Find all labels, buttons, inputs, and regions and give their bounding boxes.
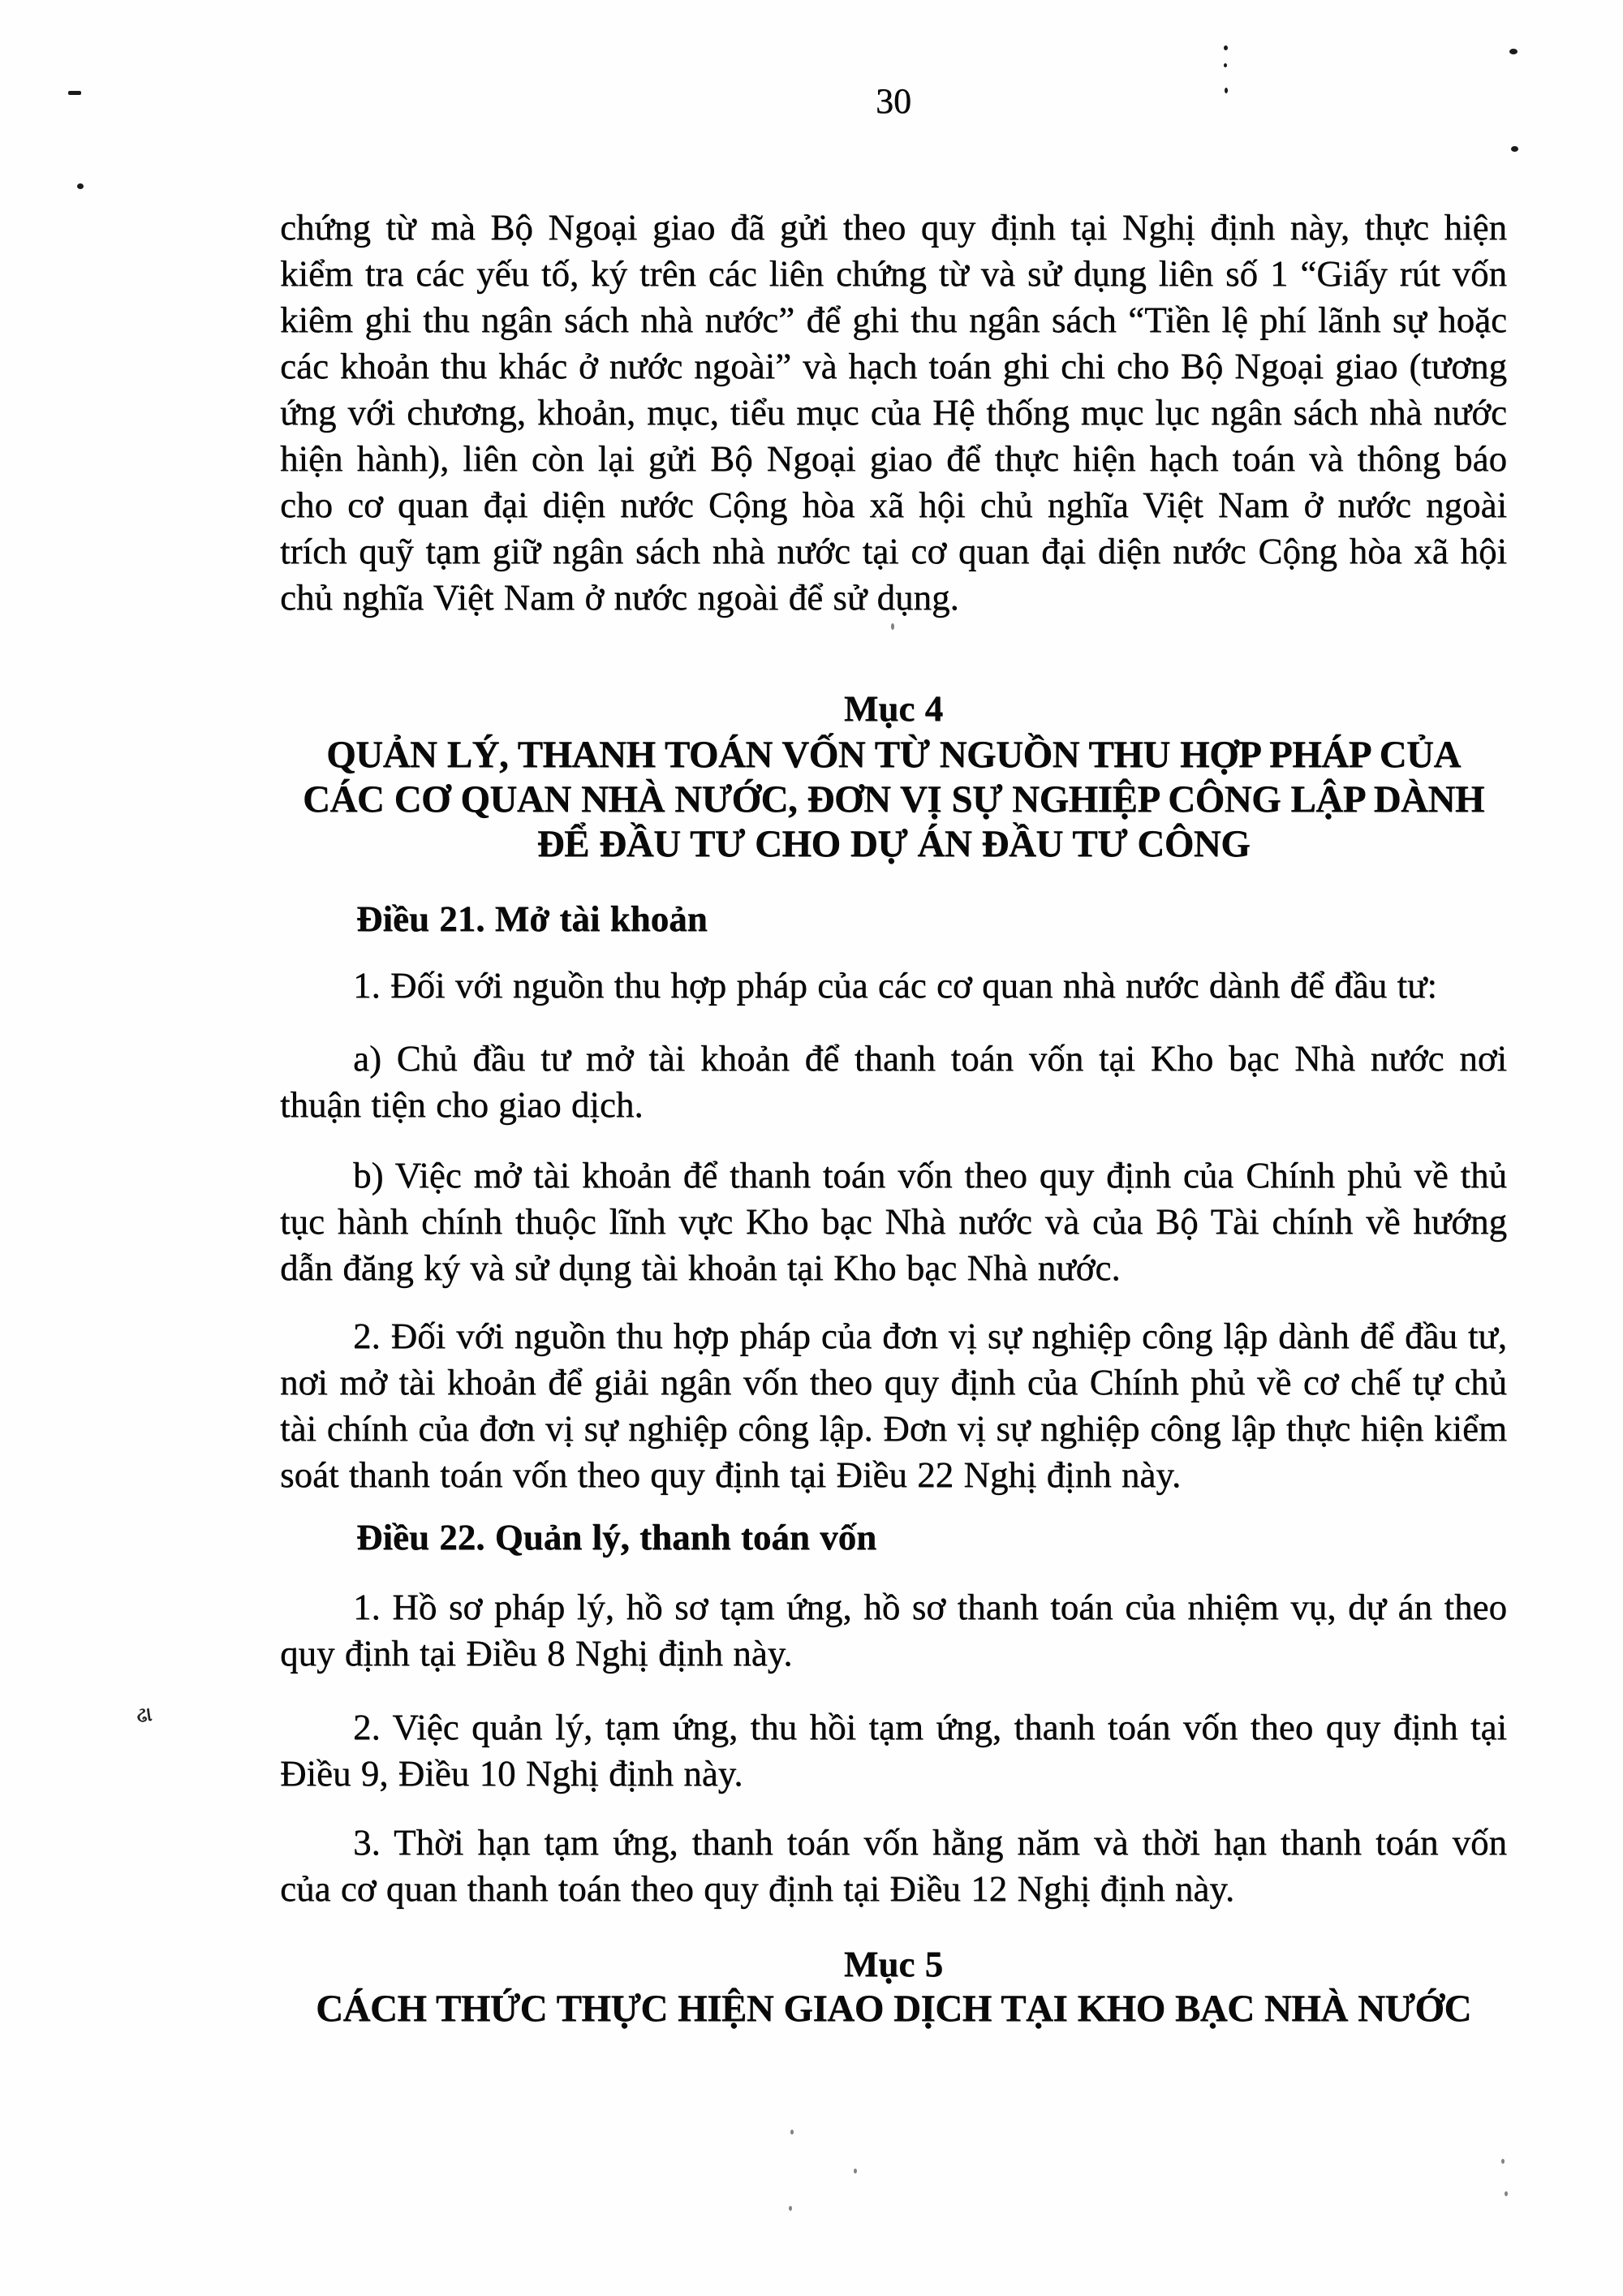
scan-speck: [1505, 2191, 1508, 2196]
article-21-clause-2: 2. Đối với nguồn thu hợp pháp của đơn vị sự nghiệp công lập dành để đầu tư, nơi mở tài khoản để giải ngân vốn theo quy định của Chính phủ về cơ chế tự chủ tài chính của đơn vị sự nghiệp công lập. Đơn vị sự nghiệp công lập thực hiện kiểm soát thanh toán vốn theo quy định tại Điều 22 Nghị định này.: [280, 1316, 1507, 1495]
article-22-clause-2: 2. Việc quản lý, tạm ứng, thu hồi tạm ứng, thanh toán vốn theo quy định tại Điều 9, Điều 10 Nghị định này.: [280, 1707, 1507, 1794]
scan-speck: [854, 2169, 857, 2173]
scan-speck: [1225, 88, 1228, 93]
section-4-title-line-2: CÁC CƠ QUAN NHÀ NƯỚC, ĐƠN VỊ SỰ NGHIỆP CÔNG LẬP DÀNH: [303, 778, 1484, 821]
continuation-paragraph: chứng từ mà Bộ Ngoại giao đã gửi theo quy định tại Nghị định này, thực hiện kiểm tra các yếu tố, ký trên các liên chứng từ và sử dụng liên số 1 “Giấy rút vốn kiêm ghi thu ngân sách nhà nước” để ghi thu ngân sách “Tiền lệ phí lãnh sự hoặc các khoản thu khác ở nước ngoài” và hạch toán ghi chi cho Bộ Ngoại giao (tương ứng với chương, khoản, mục, tiểu mục của Hệ thống mục lục ngân sách nhà nước hiện hành), liên còn lại gửi Bộ Ngoại giao để thực hiện hạch toán và thông báo cho cơ quan đại diện nước Cộng hòa xã hội chủ nghĩa Việt Nam ở nước ngoài trích quỹ tạm giữ ngân sách nhà nước tại cơ quan đại diện nước Cộng hòa xã hội chủ nghĩa Việt Nam ở nước ngoài để sử dụng.: [280, 207, 1507, 618]
scan-speck: [1509, 49, 1518, 54]
scan-speck: [1224, 45, 1228, 50]
scan-speck: [77, 183, 84, 189]
section-5-title: [280, 1987, 1507, 2031]
page-number: 30: [876, 81, 911, 121]
scan-mark-dash: [68, 91, 81, 95]
article-22-clause-3: 3. Thời hạn tạm ứng, thanh toán vốn hằng năm và thời hạn thanh toán vốn của cơ quan thanh toán theo quy định tại Điều 12 Nghị định này.: [280, 1822, 1507, 1909]
section-4-title: [280, 733, 1507, 867]
scan-speck: [891, 623, 894, 630]
section-4-title-line-1: QUẢN LÝ, THANH TOÁN VỐN TỪ NGUỒN THU HỢP PHÁP CỦA: [326, 734, 1461, 776]
article-21-clause-1b: b) Việc mở tài khoản để thanh toán vốn theo quy định của Chính phủ về thủ tục hành chính thuộc lĩnh vực Kho bạc Nhà nước và của Bộ Tài chính về hướng dẫn đăng ký và sử dụng tài khoản tại Kho bạc Nhà nước.: [280, 1155, 1507, 1288]
scan-speck: [790, 2130, 794, 2134]
section-4-title-line-3: ĐỂ ĐẦU TƯ CHO DỰ ÁN ĐẦU TƯ CÔNG: [536, 823, 1251, 865]
section-5-title-line-1: CÁCH THỨC THỰC HIỆN GIAO DỊCH TẠI KHO BẠC NHÀ NƯỚC: [316, 1988, 1471, 2030]
article-21-clause-1: 1. Đối với nguồn thu hợp pháp của các cơ quan nhà nước dành để đầu tư:: [353, 965, 1437, 1006]
article-21-clause-1a: a) Chủ đầu tư mở tài khoản để thanh toán vốn tại Kho bạc Nhà nước nơi thuận tiện cho giao dịch.: [280, 1038, 1507, 1125]
article-22-heading: Điều 22. Quản lý, thanh toán vốn: [356, 1517, 877, 1557]
scan-speck: [789, 2206, 792, 2211]
scan-speck: [1501, 2159, 1505, 2164]
section-5-kicker: Mục 5: [843, 1944, 944, 1984]
scan-smudge: ઢા: [134, 1701, 154, 1728]
scan-speck: [1224, 63, 1227, 67]
section-4-kicker: Mục 4: [843, 688, 944, 729]
scan-speck: [1511, 146, 1518, 152]
article-21-heading: Điều 21. Mở tài khoản: [356, 898, 708, 939]
article-22-clause-1: 1. Hồ sơ pháp lý, hồ sơ tạm ứng, hồ sơ thanh toán của nhiệm vụ, dự án theo quy định tại Điều 8 Nghị định này.: [280, 1587, 1507, 1674]
